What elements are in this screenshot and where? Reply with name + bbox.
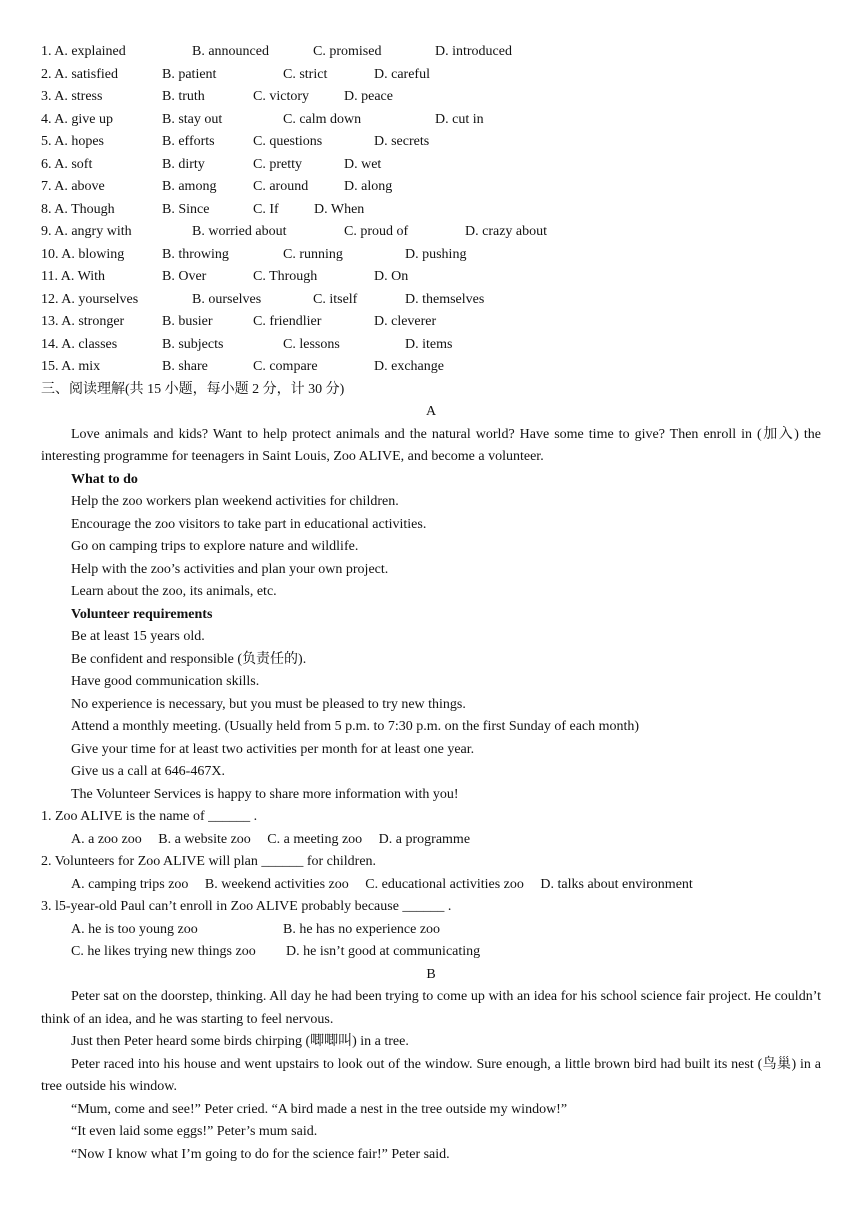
option-b: B. stay out <box>162 111 223 127</box>
option-d: D. When <box>314 201 365 217</box>
cloze-option-row <box>41 199 821 222</box>
cloze-option-row <box>41 289 821 312</box>
option-a: 10. A. blowing <box>41 246 125 262</box>
option-b: B. weekend activities zoo <box>204 876 349 892</box>
option-a: A. he is too young zoo <box>71 921 198 937</box>
list-item: Give your time for at least two activities per month for at least one year. <box>71 741 475 757</box>
passage-a <box>41 401 821 964</box>
option-c: C. promised <box>313 44 382 59</box>
option-b: B. patient <box>162 66 217 82</box>
question <box>41 896 821 964</box>
option-d: D. peace <box>344 89 393 104</box>
option-c: C. running <box>283 246 343 262</box>
option-b: B. truth <box>162 89 205 104</box>
option-c: C. educational activities zoo <box>365 876 524 892</box>
cloze-option-row <box>41 154 821 177</box>
option-d: D. themselves <box>405 291 485 307</box>
cloze-option-row <box>41 64 821 87</box>
list-item: Be confident and responsible (负责任的). <box>71 651 307 667</box>
question <box>41 851 821 896</box>
option-b: B. Over <box>162 269 207 284</box>
cloze-option-row <box>41 176 821 199</box>
paragraph: Peter raced into his house and went upstairs to look out of the window. Sure enough, a little brown bird had built its nest (鸟巢) in a tree outside his window. <box>41 1056 821 1094</box>
list-item: Learn about the zoo, its animals, etc. <box>71 584 277 599</box>
option-c: C. itself <box>313 291 358 307</box>
option-d: D. wet <box>344 156 382 172</box>
cloze-options-list <box>41 41 821 379</box>
list-item: Help the zoo workers plan weekend activities for children. <box>71 494 399 509</box>
option-d: D. talks about environment <box>540 876 693 892</box>
list-item: The Volunteer Services is happy to share more information with you! <box>71 786 459 802</box>
option-c: C. questions <box>253 134 323 149</box>
list-item: Have good communication skills. <box>71 674 260 689</box>
option-b: B. efforts <box>162 134 215 149</box>
option-a: 9. A. angry with <box>41 224 132 239</box>
option-d: D. he isn’t good at communicating <box>286 944 481 959</box>
paragraph: “It even laid some eggs!” Peter’s mum said. <box>71 1124 318 1139</box>
option-b: B. throwing <box>162 246 229 262</box>
cloze-option-row <box>41 109 821 132</box>
option-d: D. secrets <box>374 134 430 149</box>
section-heading: Volunteer requirements <box>71 606 213 622</box>
option-b: B. dirty <box>162 156 205 172</box>
option-a: A. a zoo zoo <box>71 831 142 847</box>
option-c: C. around <box>253 179 309 194</box>
question-stem: 2. Volunteers for Zoo ALIVE will plan ______ for children. <box>41 854 377 869</box>
option-a: 6. A. soft <box>41 156 93 172</box>
question-options <box>41 829 821 852</box>
option-b: B. worried about <box>192 224 287 239</box>
option-a: 2. A. satisfied <box>41 66 118 82</box>
cloze-option-row <box>41 311 821 334</box>
option-b: B. he has no experience zoo <box>283 921 441 937</box>
passage-b <box>41 964 821 1167</box>
option-c: C. victory <box>253 89 309 104</box>
option-d: D. crazy about <box>465 224 548 239</box>
question <box>41 806 821 851</box>
option-c: C. friendlier <box>253 314 322 329</box>
option-c: C. calm down <box>283 111 362 127</box>
option-d: D. cleverer <box>374 314 437 329</box>
list-item: Encourage the zoo visitors to take part in educational activities. <box>71 516 427 532</box>
paragraph: Peter sat on the doorstep, thinking. All day he had been trying to come up with an idea for his school science fair project. He couldn’t think of an idea, and he was starting to feel nervous. <box>41 989 821 1027</box>
option-b: B. share <box>162 359 208 374</box>
option-d: D. along <box>344 179 393 194</box>
option-b: B. subjects <box>162 336 224 352</box>
passage-intro: Love animals and kids? Want to help protect animals and the natural world? Have some time to give? Then enroll in (加入) the interesting programme for teenagers in Saint Louis, Zoo ALIVE, and become a volunteer. <box>41 426 821 464</box>
exam-page <box>41 41 821 1166</box>
option-c: C. lessons <box>283 336 340 352</box>
option-c: C. strict <box>283 66 328 82</box>
option-a: 5. A. hopes <box>41 134 104 149</box>
cloze-option-row <box>41 266 821 289</box>
option-c: C. he likes trying new things zoo <box>71 944 256 959</box>
option-c: C. pretty <box>253 156 302 172</box>
passage-label: A <box>425 404 437 419</box>
option-d: D. careful <box>374 66 430 82</box>
cloze-option-row <box>41 356 821 379</box>
list-item: Give us a call at 646-467X. <box>71 764 225 779</box>
cloze-option-row <box>41 131 821 154</box>
option-a: 13. A. stronger <box>41 314 125 329</box>
section-title: 三、阅读理解(共 15 小题，每小题 2 分，计 30 分) <box>41 381 345 397</box>
option-b: B. a website zoo <box>158 831 251 847</box>
paragraph: “Now I know what I’m going to do for the science fair!” Peter said. <box>71 1146 450 1162</box>
question-stem: 3. l5-year-old Paul can’t enroll in Zoo ALIVE probably because ______ . <box>41 899 452 914</box>
option-a: 7. A. above <box>41 179 105 194</box>
option-c: C. Through <box>253 269 318 284</box>
option-b: B. ourselves <box>192 291 262 307</box>
option-b: B. Since <box>162 201 210 217</box>
question-options <box>41 874 821 897</box>
option-d: D. items <box>405 336 453 352</box>
cloze-option-row <box>41 41 821 64</box>
passage-label: B <box>426 966 436 982</box>
cloze-option-row <box>41 244 821 267</box>
option-b: B. announced <box>192 44 269 59</box>
option-d: D. On <box>374 269 409 284</box>
option-a: 11. A. With <box>41 269 105 284</box>
cloze-option-row <box>41 86 821 109</box>
list-item: Help with the zoo’s activities and plan your own project. <box>71 561 389 577</box>
option-d: D. pushing <box>405 246 467 262</box>
option-d: D. exchange <box>374 359 444 374</box>
cloze-option-row <box>41 334 821 357</box>
option-a: 4. A. give up <box>41 111 113 127</box>
option-c: C. compare <box>253 359 318 374</box>
option-a: 15. A. mix <box>41 359 101 374</box>
cloze-option-row <box>41 221 821 244</box>
option-a: 14. A. classes <box>41 336 118 352</box>
paragraph: “Mum, come and see!” Peter cried. “A bird made a nest in the tree outside my window!” <box>71 1101 568 1117</box>
option-d: D. a programme <box>378 831 471 847</box>
option-d: D. introduced <box>435 44 512 59</box>
list-item: Go on camping trips to explore nature and wildlife. <box>71 539 359 554</box>
option-c: C. If <box>253 201 279 217</box>
option-b: B. busier <box>162 314 213 329</box>
list-item: Attend a monthly meeting. (Usually held from 5 p.m. to 7:30 p.m. on the first Sunday of each month) <box>71 719 640 734</box>
option-a: 12. A. yourselves <box>41 291 139 307</box>
option-c: C. proud of <box>344 224 409 239</box>
option-a: 3. A. stress <box>41 89 103 104</box>
question-options <box>41 941 821 964</box>
option-c: C. a meeting zoo <box>267 831 363 847</box>
option-a: 1. A. explained <box>41 44 126 59</box>
option-d: D. cut in <box>435 111 484 127</box>
list-item: No experience is necessary, but you must be pleased to try new things. <box>71 696 466 712</box>
paragraph: Just then Peter heard some birds chirping (唧唧叫) in a tree. <box>71 1034 409 1049</box>
option-b: B. among <box>162 179 217 194</box>
option-a: 8. A. Though <box>41 201 115 217</box>
list-item: Be at least 15 years old. <box>71 629 205 644</box>
question-options <box>41 919 821 942</box>
section-heading: What to do <box>71 471 138 487</box>
option-a: A. camping trips zoo <box>71 876 189 892</box>
question-stem: 1. Zoo ALIVE is the name of ______ . <box>41 809 258 824</box>
